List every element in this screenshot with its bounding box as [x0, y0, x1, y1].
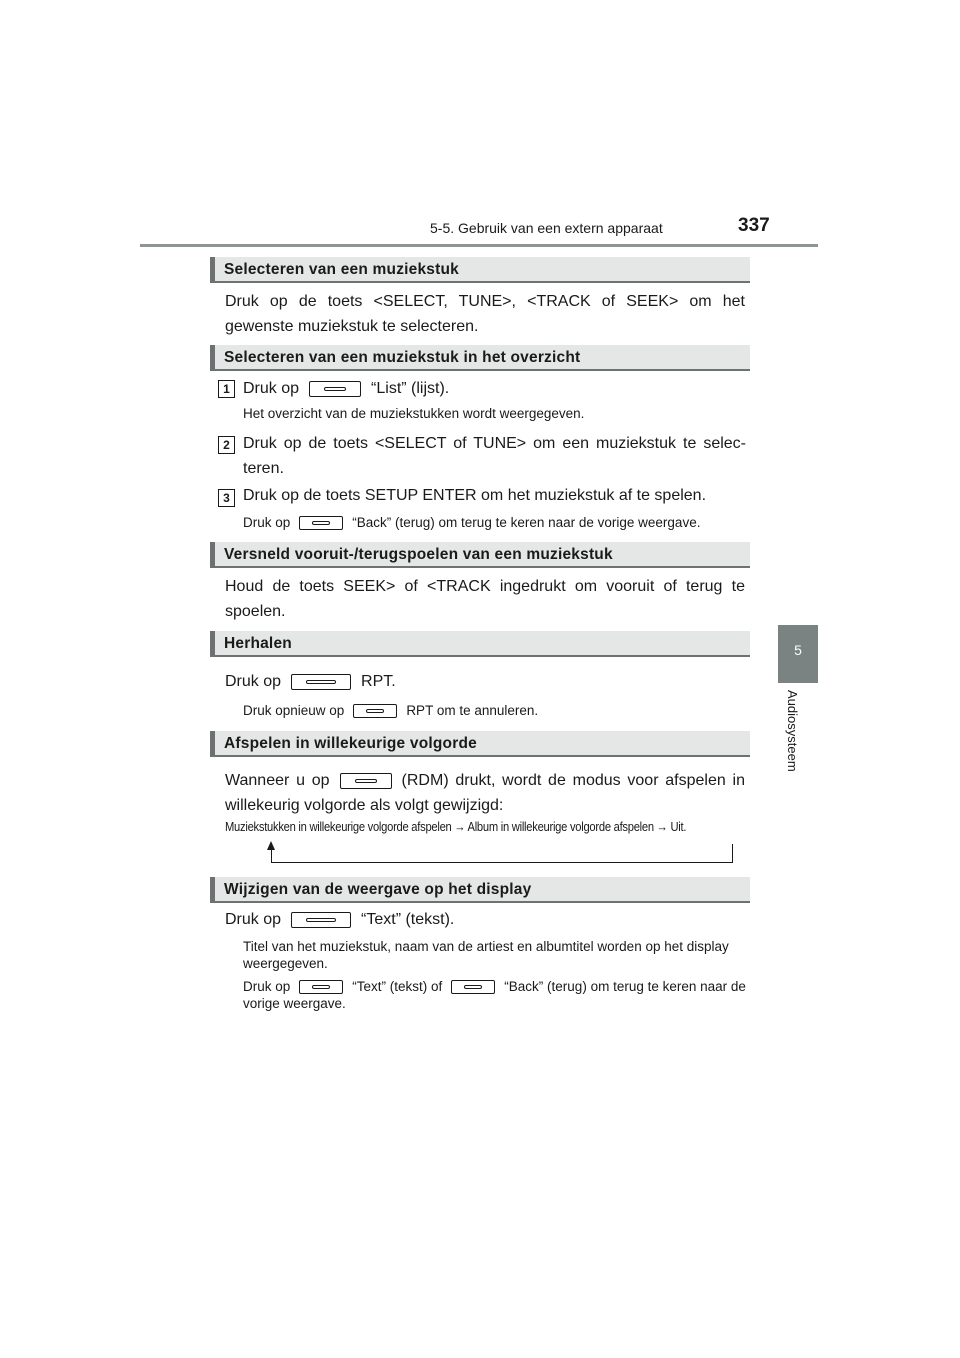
note-text-part: Druk opnieuw op — [243, 703, 345, 718]
section-body: Druk op de toets <SELECT, TUNE>, <TRACK of SEEK> om het gewenste muziekstuk te selecteren. — [225, 293, 745, 335]
section-heading-select-track: Selecteren van een muziekstuk — [210, 257, 750, 283]
section-heading-select-from-list: Selecteren van een muziekstuk in het overzicht — [210, 345, 750, 371]
cycle-loop-line — [271, 862, 733, 863]
header-rule — [140, 244, 818, 247]
step-number: 2 — [218, 436, 235, 454]
chapter-label: Audiosysteem — [785, 690, 800, 772]
step-text-part: “List” (lijst). — [371, 380, 450, 397]
note-text-part: RPT om te annuleren. — [406, 703, 539, 718]
note-text-part: “Back” (terug) om terug te keren naar de vorige weergave. — [243, 979, 746, 1011]
section-body — [225, 768, 745, 818]
step-note: Het overzicht van de muziekstukken wordt weergegeven. — [243, 406, 585, 421]
body-text-part: (RDM) drukt, wordt de modus voor afspelen in willekeurig volgorde als volgt gewijzigd: — [225, 772, 745, 814]
step-note — [243, 514, 746, 531]
screen-button-icon — [451, 980, 495, 994]
screen-button-icon — [291, 674, 351, 690]
chapter-tab: 5 — [778, 625, 818, 683]
running-head: 5-5. Gebruik van een extern apparaat — [430, 220, 663, 236]
screen-button-icon — [309, 381, 361, 397]
note-text-part: “Text” (tekst) of — [352, 979, 443, 994]
screen-button-icon — [299, 980, 343, 994]
note-text-part: Druk op — [243, 979, 291, 994]
section-heading-repeat: Herhalen — [210, 631, 750, 657]
page-number: 337 — [738, 215, 770, 236]
cycle-arrow-icon — [267, 841, 275, 850]
section-body: Houd de toets SEEK> of <TRACK ingedrukt om vooruit of terug te spoelen. — [225, 578, 745, 620]
body-text-part: “Text” (tekst). — [361, 911, 455, 928]
screen-button-icon — [353, 704, 397, 718]
note-text-part: Druk op — [243, 515, 291, 530]
screen-button-icon — [291, 912, 351, 928]
body-text-part: RPT. — [361, 673, 396, 690]
section-body — [225, 669, 745, 694]
section-heading-fast-forward: Versneld vooruit-/terugspoelen van een muziekstuk — [210, 542, 750, 568]
step-text-part: Druk op — [243, 380, 300, 397]
step-1-text — [243, 376, 746, 401]
note-text-part: “Back” (terug) om terug te keren naar de vorige weergave. — [352, 515, 701, 530]
step-number: 1 — [218, 380, 235, 398]
section-heading-random: Afspelen in willekeurige volgorde — [210, 731, 750, 757]
cycle-loop-line — [732, 844, 733, 863]
section-body — [225, 907, 745, 932]
section-note: Titel van het muziekstuk, naam van de artiest en albumtitel worden op het display weergegeven. — [243, 939, 729, 971]
step-2-text: Druk op de toets <SELECT of TUNE> om een muziekstuk te selec-teren. — [243, 435, 746, 477]
section-note — [243, 702, 746, 719]
screen-button-icon — [299, 516, 343, 530]
step-3-text: Druk op de toets SETUP ENTER om het muziekstuk af te spelen. — [243, 487, 707, 504]
random-cycle-text: Muziekstukken in willekeurige volgorde afspelen → Album in willekeurige volgorde afspelen → Uit. — [225, 819, 687, 834]
step-number: 3 — [218, 489, 235, 507]
section-note — [243, 978, 746, 1012]
body-text-part: Wanneer u op — [225, 772, 330, 789]
screen-button-icon — [340, 773, 392, 789]
body-text-part: Druk op — [225, 911, 282, 928]
body-text-part: Druk op — [225, 673, 282, 690]
section-heading-display: Wijzigen van de weergave op het display — [210, 877, 750, 903]
